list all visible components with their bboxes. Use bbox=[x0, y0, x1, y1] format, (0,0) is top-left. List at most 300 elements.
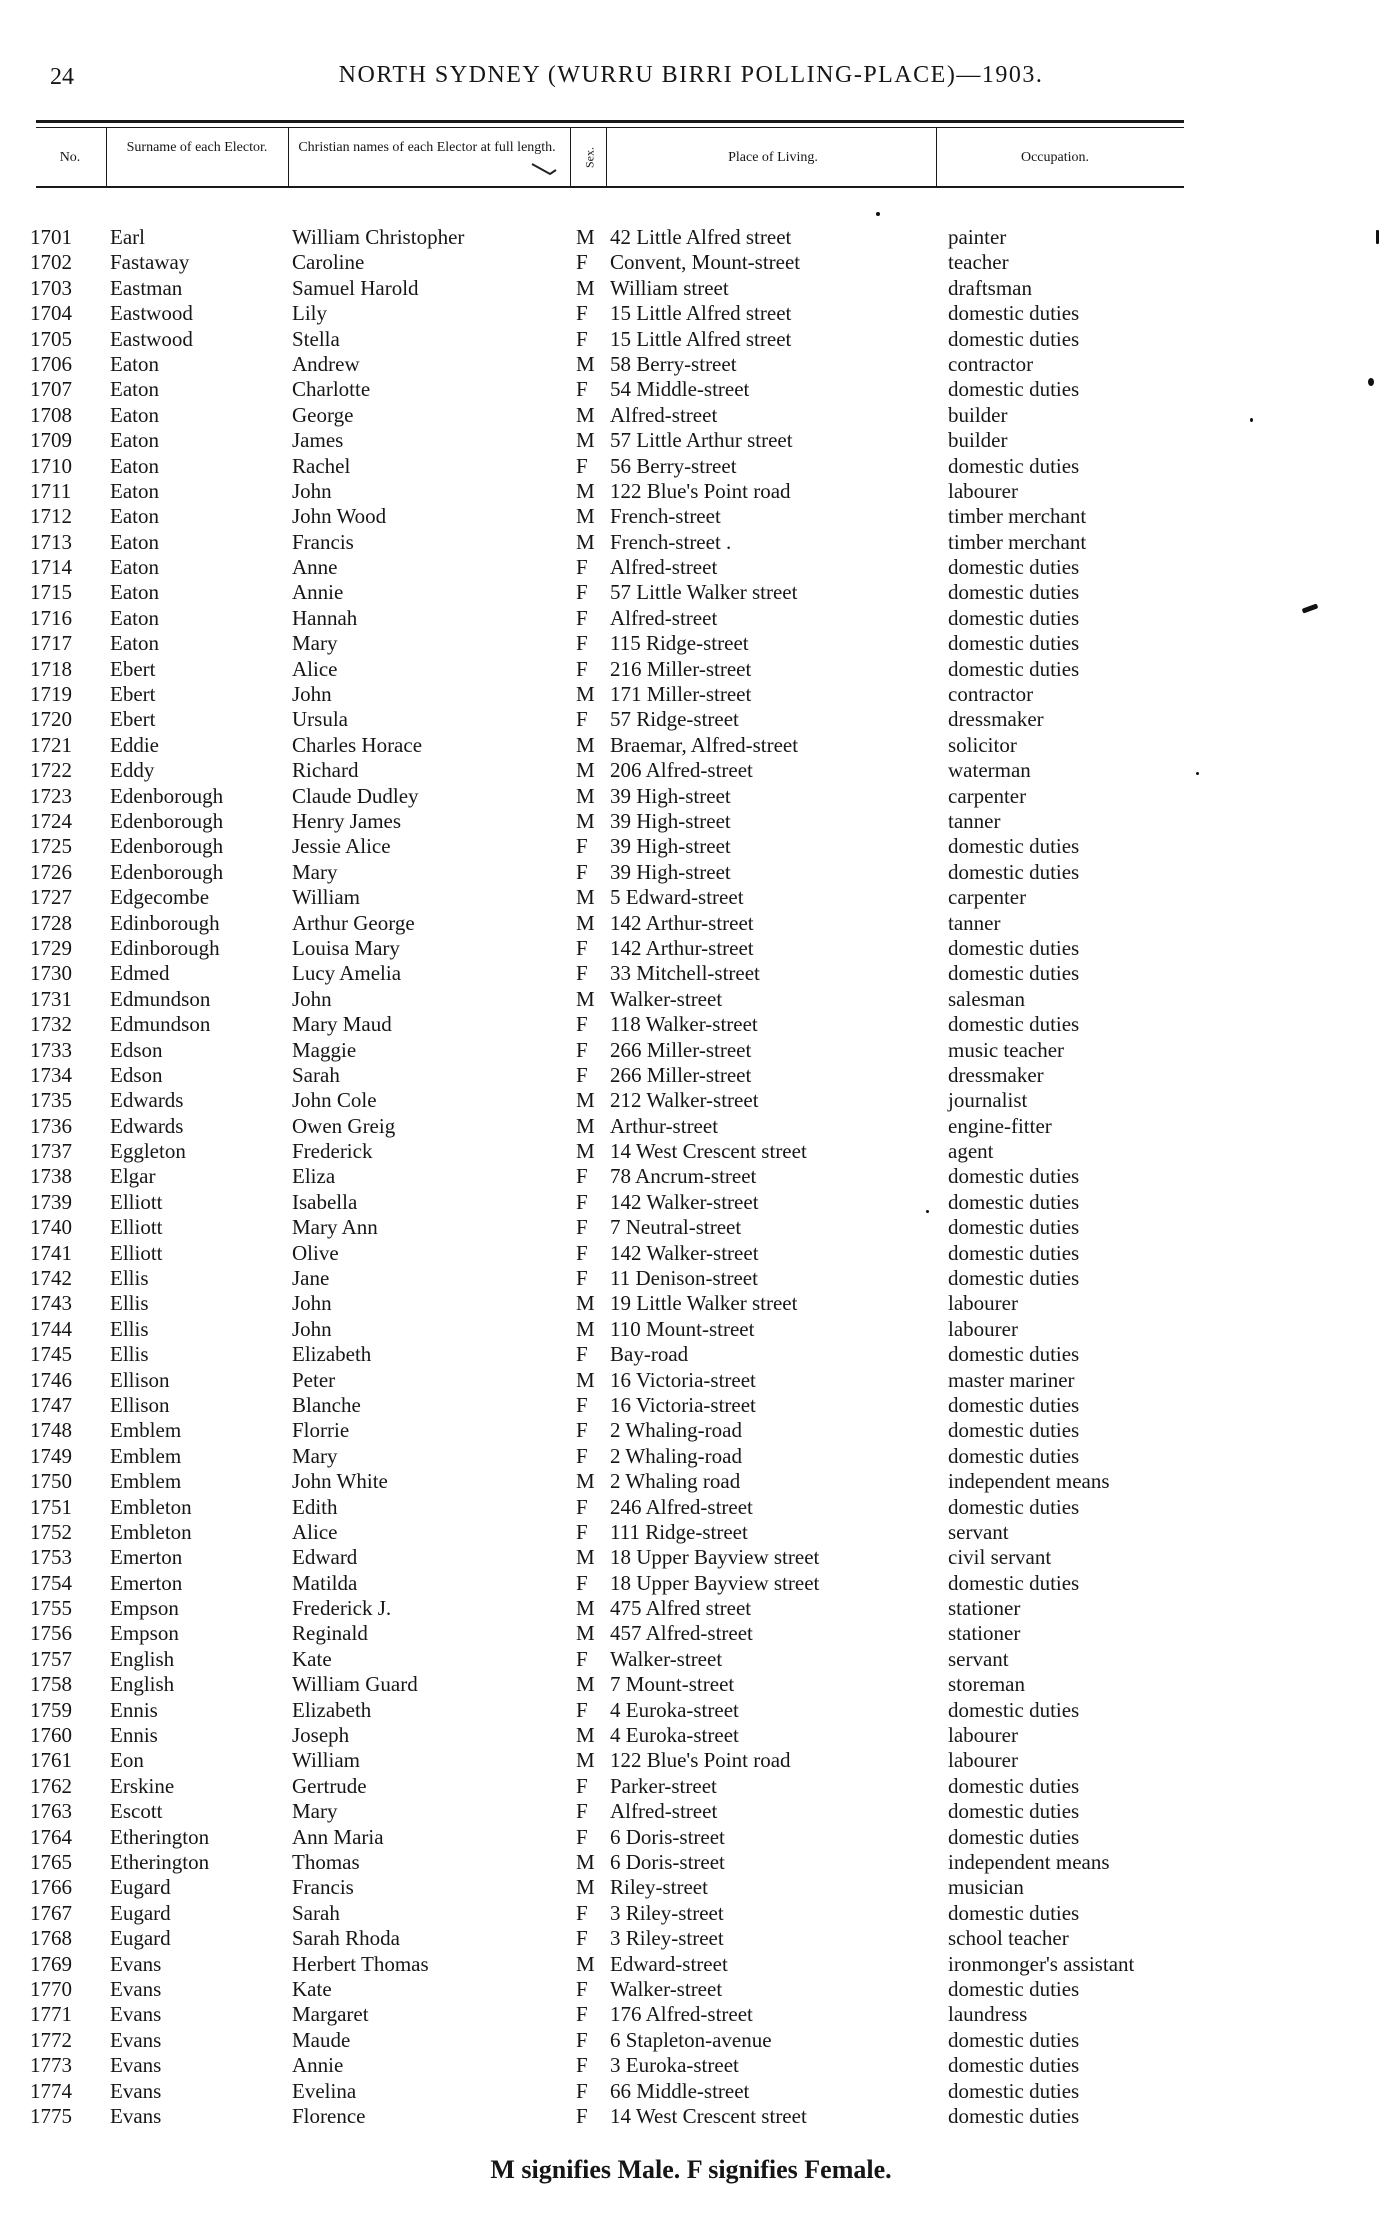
row-number: 1727 bbox=[30, 885, 72, 910]
surname: Etherington bbox=[110, 1824, 210, 1849]
occupation: domestic duties bbox=[948, 2103, 1080, 2128]
sex: F bbox=[576, 1342, 588, 1367]
place-of-living: 15 Little Alfred street bbox=[610, 301, 792, 326]
occupation: laundress bbox=[948, 2002, 1028, 2027]
row-number: 1733 bbox=[30, 1037, 72, 1062]
page-title: NORTH SYDNEY (WURRU BIRRI POLLING-PLACE)—1903. bbox=[338, 62, 1044, 88]
occupation: master mariner bbox=[948, 1367, 1075, 1392]
christian-names: Edith bbox=[292, 1494, 338, 1519]
surname: English bbox=[110, 1672, 175, 1697]
row-number: 1770 bbox=[30, 1976, 72, 2001]
surname: Ellis bbox=[110, 1316, 149, 1341]
place-of-living: William street bbox=[610, 275, 729, 300]
christian-names: Andrew bbox=[292, 351, 360, 376]
sex: M bbox=[576, 478, 595, 503]
place-of-living: 33 Mitchell-street bbox=[610, 961, 760, 986]
occupation: domestic duties bbox=[948, 2053, 1080, 2078]
row-number: 1754 bbox=[30, 1570, 72, 1595]
occupation: engine-fitter bbox=[948, 1113, 1052, 1138]
row-number: 1769 bbox=[30, 1951, 72, 1976]
occupation: domestic duties bbox=[948, 1342, 1080, 1367]
table-row bbox=[0, 758, 1382, 783]
sex: F bbox=[576, 555, 588, 580]
place-of-living: Convent, Mount-street bbox=[610, 250, 801, 275]
surname: Eugard bbox=[110, 1875, 171, 1900]
christian-names: Elizabeth bbox=[292, 1342, 372, 1367]
place-of-living: 7 Mount-street bbox=[610, 1672, 735, 1697]
row-number: 1773 bbox=[30, 2053, 72, 2078]
column-header-no: No. bbox=[59, 150, 81, 165]
surname: Elliott bbox=[110, 1189, 163, 1214]
sex: M bbox=[576, 910, 595, 935]
christian-names: Mary Ann bbox=[292, 1215, 378, 1240]
surname: Evans bbox=[110, 2027, 162, 2052]
sex: M bbox=[576, 732, 595, 757]
christian-names: Francis bbox=[292, 1875, 354, 1900]
table-row bbox=[0, 2079, 1382, 2104]
surname: Edinborough bbox=[110, 935, 220, 960]
sex-legend: M signifies Male. F signifies Female. bbox=[490, 2155, 892, 2184]
surname: Etherington bbox=[110, 1850, 210, 1874]
surname: Eaton bbox=[110, 631, 159, 656]
row-number: 1709 bbox=[30, 428, 72, 453]
christian-names: William Guard bbox=[292, 1672, 418, 1697]
sex: F bbox=[576, 1164, 588, 1189]
surname: Empson bbox=[110, 1596, 179, 1621]
row-number: 1771 bbox=[30, 2002, 72, 2027]
sex: F bbox=[576, 453, 588, 478]
column-header-occupation: Occupation. bbox=[1020, 150, 1090, 165]
sex: F bbox=[576, 326, 588, 351]
place-of-living: 18 Upper Bayview street bbox=[610, 1545, 820, 1570]
occupation: domestic duties bbox=[948, 1697, 1080, 1722]
place-of-living: 2 Whaling road bbox=[610, 1469, 741, 1494]
row-number: 1752 bbox=[30, 1519, 72, 1544]
row-number: 1775 bbox=[30, 2103, 72, 2128]
christian-names: Lucy Amelia bbox=[292, 961, 402, 986]
christian-names: John bbox=[292, 478, 332, 503]
sex: M bbox=[576, 1139, 595, 1164]
place-of-living: 266 Miller-street bbox=[610, 1062, 752, 1087]
sex: F bbox=[576, 301, 588, 326]
occupation: domestic duties bbox=[948, 377, 1080, 402]
sex: M bbox=[576, 1367, 595, 1392]
surname: Ellison bbox=[110, 1367, 170, 1392]
surname: Edson bbox=[110, 1062, 163, 1087]
surname: Edmundson bbox=[110, 986, 211, 1011]
column-header-sex bbox=[572, 138, 606, 178]
christian-names: Maude bbox=[292, 2027, 351, 2052]
sex: F bbox=[576, 1494, 588, 1519]
place-of-living: Parker-street bbox=[610, 1773, 717, 1798]
place-of-living: Walker-street bbox=[610, 1646, 723, 1671]
column-separator bbox=[570, 128, 571, 186]
place-of-living: Edward-street bbox=[610, 1951, 728, 1976]
table-row bbox=[0, 1571, 1382, 1596]
christian-names: Ann Maria bbox=[292, 1824, 384, 1849]
ink-speck bbox=[1368, 378, 1374, 386]
occupation: waterman bbox=[948, 758, 1031, 783]
occupation: salesman bbox=[948, 986, 1025, 1011]
sex: F bbox=[576, 859, 588, 884]
row-number: 1766 bbox=[30, 1875, 72, 1900]
sex: M bbox=[576, 351, 595, 376]
christian-names: Arthur George bbox=[292, 910, 415, 935]
row-number: 1745 bbox=[30, 1342, 72, 1367]
occupation: independent means bbox=[948, 1469, 1110, 1494]
place-of-living: 2 Whaling-road bbox=[610, 1418, 742, 1443]
sex: F bbox=[576, 834, 588, 859]
page-number: 24 bbox=[50, 64, 74, 90]
sex: M bbox=[576, 986, 595, 1011]
place-of-living: 39 High-street bbox=[610, 834, 731, 859]
surname: Ennis bbox=[110, 1723, 158, 1748]
table-row bbox=[0, 834, 1382, 859]
row-number: 1740 bbox=[30, 1215, 72, 1240]
occupation: domestic duties bbox=[948, 1240, 1080, 1265]
sex: F bbox=[576, 2002, 588, 2027]
place-of-living: 6 Stapleton-avenue bbox=[610, 2027, 772, 2052]
christian-names: Annie bbox=[292, 580, 344, 605]
table-row bbox=[0, 682, 1382, 707]
occupation: painter bbox=[948, 225, 1007, 249]
place-of-living: 7 Neutral-street bbox=[610, 1215, 742, 1240]
sex: F bbox=[576, 2078, 588, 2103]
row-number: 1718 bbox=[30, 656, 72, 681]
christian-names: Herbert Thomas bbox=[292, 1951, 429, 1976]
surname: Edwards bbox=[110, 1113, 184, 1138]
christian-names: Sarah bbox=[292, 1062, 340, 1087]
table-row bbox=[0, 1063, 1382, 1088]
table-row bbox=[0, 1774, 1382, 1799]
sex: F bbox=[576, 1519, 588, 1544]
table-row bbox=[0, 1596, 1382, 1621]
column-header-christian-names: Christian names of each Elector at full length. bbox=[298, 140, 556, 155]
place-of-living: 475 Alfred street bbox=[610, 1596, 752, 1621]
occupation: domestic duties bbox=[948, 1443, 1080, 1468]
sex: F bbox=[576, 1037, 588, 1062]
christian-names: Alice bbox=[292, 1519, 338, 1544]
surname: Evans bbox=[110, 1976, 162, 2001]
sex: F bbox=[576, 707, 588, 732]
sex: F bbox=[576, 1443, 588, 1468]
place-of-living: 212 Walker-street bbox=[610, 1088, 759, 1113]
place-of-living: 15 Little Alfred street bbox=[610, 326, 792, 351]
christian-names: Elizabeth bbox=[292, 1697, 372, 1722]
surname: Edwards bbox=[110, 1088, 184, 1113]
place-of-living: Alfred-street bbox=[610, 402, 718, 427]
christian-names: John Cole bbox=[292, 1088, 377, 1113]
column-header-sex-label: Sex. bbox=[582, 147, 597, 168]
sex: F bbox=[576, 2103, 588, 2128]
column-separator bbox=[106, 128, 107, 186]
occupation: domestic duties bbox=[948, 555, 1080, 580]
surname: Eugard bbox=[110, 1926, 171, 1951]
table-row bbox=[0, 1393, 1382, 1418]
table-row bbox=[0, 454, 1382, 479]
christian-names: Maggie bbox=[292, 1037, 357, 1062]
row-number: 1746 bbox=[30, 1367, 72, 1392]
occupation: civil servant bbox=[948, 1545, 1052, 1570]
sex: F bbox=[576, 1189, 588, 1214]
place-of-living: 176 Alfred-street bbox=[610, 2002, 753, 2027]
christian-names: Sarah bbox=[292, 1900, 340, 1925]
place-of-living: 6 Doris-street bbox=[610, 1850, 725, 1874]
place-of-living: 11 Denison-street bbox=[610, 1266, 758, 1291]
occupation: agent bbox=[948, 1139, 994, 1164]
occupation: dressmaker bbox=[948, 707, 1044, 732]
table-row bbox=[0, 1723, 1382, 1748]
column-header-place: Place of Living. bbox=[728, 150, 818, 165]
sex: F bbox=[576, 1418, 588, 1443]
occupation: domestic duties bbox=[948, 1215, 1080, 1240]
table-row bbox=[0, 1495, 1382, 1520]
place-of-living: 111 Ridge-street bbox=[610, 1519, 748, 1544]
sex: F bbox=[576, 1646, 588, 1671]
place-of-living: 246 Alfred-street bbox=[610, 1494, 753, 1519]
occupation: domestic duties bbox=[948, 834, 1080, 859]
surname: Evans bbox=[110, 2053, 162, 2078]
occupation: domestic duties bbox=[948, 2078, 1080, 2103]
place-of-living: 118 Walker-street bbox=[610, 1012, 758, 1037]
place-of-living: Arthur-street bbox=[610, 1113, 719, 1138]
sex: F bbox=[576, 1062, 588, 1087]
sex: F bbox=[576, 1570, 588, 1595]
surname: Evans bbox=[110, 1951, 162, 1976]
sex: M bbox=[576, 402, 595, 427]
occupation: tanner bbox=[948, 910, 1001, 935]
row-number: 1713 bbox=[30, 529, 72, 554]
row-number: 1710 bbox=[30, 453, 72, 478]
row-number: 1764 bbox=[30, 1824, 72, 1849]
christian-names: John bbox=[292, 1316, 332, 1341]
christian-names: Ursula bbox=[292, 707, 348, 732]
sex: F bbox=[576, 656, 588, 681]
row-number: 1774 bbox=[30, 2078, 72, 2103]
occupation: solicitor bbox=[948, 732, 1017, 757]
surname: Evans bbox=[110, 2103, 162, 2128]
occupation: tanner bbox=[948, 808, 1001, 833]
place-of-living: 142 Arthur-street bbox=[610, 910, 754, 935]
surname: Emblem bbox=[110, 1418, 182, 1443]
christian-names: James bbox=[292, 428, 344, 453]
row-number: 1711 bbox=[30, 478, 72, 503]
christian-names: Kate bbox=[292, 1976, 332, 2001]
table-row bbox=[0, 504, 1382, 529]
sex: M bbox=[576, 808, 595, 833]
occupation: music teacher bbox=[948, 1037, 1065, 1062]
surname: Eaton bbox=[110, 428, 159, 453]
occupation: domestic duties bbox=[948, 859, 1080, 884]
row-number: 1702 bbox=[30, 250, 72, 275]
surname: Fastaway bbox=[110, 250, 190, 275]
occupation: contractor bbox=[948, 351, 1034, 376]
place-of-living: French-street bbox=[610, 504, 721, 529]
christian-names: Mary bbox=[292, 1799, 338, 1824]
christian-names: Alice bbox=[292, 656, 338, 681]
sex: M bbox=[576, 428, 595, 453]
row-number: 1735 bbox=[30, 1088, 72, 1113]
row-number: 1747 bbox=[30, 1392, 72, 1417]
row-number: 1730 bbox=[30, 961, 72, 986]
table-row bbox=[0, 580, 1382, 605]
christian-names: Annie bbox=[292, 2053, 344, 2078]
christian-names: John bbox=[292, 682, 332, 707]
occupation: domestic duties bbox=[948, 1012, 1080, 1037]
christian-names: Richard bbox=[292, 758, 359, 783]
place-of-living: 3 Euroka-street bbox=[610, 2053, 739, 2078]
occupation: storeman bbox=[948, 1672, 1025, 1697]
table-row bbox=[0, 1977, 1382, 2002]
occupation: domestic duties bbox=[948, 1570, 1080, 1595]
sex: M bbox=[576, 275, 595, 300]
sex: M bbox=[576, 1469, 595, 1494]
surname: Eggleton bbox=[110, 1139, 186, 1164]
christian-names: Rachel bbox=[292, 453, 351, 478]
christian-names: William bbox=[292, 1748, 360, 1773]
place-of-living: Alfred-street bbox=[610, 555, 718, 580]
place-of-living: 56 Berry-street bbox=[610, 453, 737, 478]
surname: Ellis bbox=[110, 1266, 149, 1291]
occupation: builder bbox=[948, 402, 1008, 427]
table-row bbox=[0, 1901, 1382, 1926]
table-row bbox=[0, 1469, 1382, 1494]
ink-speck bbox=[1250, 418, 1253, 422]
christian-names: Blanche bbox=[292, 1392, 361, 1417]
occupation: labourer bbox=[948, 1291, 1018, 1316]
occupation: journalist bbox=[948, 1088, 1028, 1113]
surname: Escott bbox=[110, 1799, 163, 1824]
sex: F bbox=[576, 1926, 588, 1951]
occupation: domestic duties bbox=[948, 1392, 1080, 1417]
occupation: ironmonger's assistant bbox=[948, 1951, 1135, 1976]
row-number: 1719 bbox=[30, 682, 72, 707]
row-number: 1760 bbox=[30, 1723, 72, 1748]
row-number: 1706 bbox=[30, 351, 72, 376]
table-row bbox=[0, 1520, 1382, 1545]
ink-speck bbox=[926, 1210, 929, 1213]
place-of-living: 57 Little Walker street bbox=[610, 580, 798, 605]
surname: Eugard bbox=[110, 1900, 171, 1925]
row-number: 1757 bbox=[30, 1646, 72, 1671]
row-number: 1755 bbox=[30, 1596, 72, 1621]
row-number: 1759 bbox=[30, 1697, 72, 1722]
row-number: 1768 bbox=[30, 1926, 72, 1951]
surname: Edenborough bbox=[110, 834, 224, 859]
table-row bbox=[0, 1088, 1382, 1113]
table-row bbox=[0, 428, 1382, 453]
surname: Eddy bbox=[110, 758, 155, 783]
table-row bbox=[0, 1342, 1382, 1367]
surname: Eaton bbox=[110, 377, 159, 402]
occupation: domestic duties bbox=[948, 631, 1080, 656]
sex: M bbox=[576, 1875, 595, 1900]
table-row bbox=[0, 1038, 1382, 1063]
place-of-living: 4 Euroka-street bbox=[610, 1697, 739, 1722]
surname: Eddie bbox=[110, 732, 159, 757]
place-of-living: 2 Whaling-road bbox=[610, 1443, 742, 1468]
sex: M bbox=[576, 225, 595, 249]
sex: F bbox=[576, 1824, 588, 1849]
place-of-living: 122 Blue's Point road bbox=[610, 1748, 791, 1773]
place-of-living: 58 Berry-street bbox=[610, 351, 737, 376]
occupation: domestic duties bbox=[948, 1900, 1080, 1925]
sex: F bbox=[576, 580, 588, 605]
ink-speck bbox=[1196, 772, 1199, 775]
sex: M bbox=[576, 1850, 595, 1874]
christian-names: Margaret bbox=[292, 2002, 369, 2027]
christian-names: Florence bbox=[292, 2103, 366, 2128]
table-row bbox=[0, 1241, 1382, 1266]
occupation: domestic duties bbox=[948, 935, 1080, 960]
table-row bbox=[0, 1418, 1382, 1443]
occupation: carpenter bbox=[948, 783, 1027, 808]
sex: M bbox=[576, 1951, 595, 1976]
row-number: 1756 bbox=[30, 1621, 72, 1646]
row-number: 1726 bbox=[30, 859, 72, 884]
table-row bbox=[0, 733, 1382, 758]
occupation: domestic duties bbox=[948, 1266, 1080, 1291]
christian-names: Stella bbox=[292, 326, 340, 351]
table-row bbox=[0, 936, 1382, 961]
place-of-living: 42 Little Alfred street bbox=[610, 225, 792, 249]
ink-speck bbox=[876, 212, 880, 216]
place-of-living: 39 High-street bbox=[610, 808, 731, 833]
row-number: 1736 bbox=[30, 1113, 72, 1138]
table-row bbox=[0, 403, 1382, 428]
column-header-surname: Surname of each Elector. bbox=[126, 140, 268, 155]
surname: Ennis bbox=[110, 1697, 158, 1722]
christian-names: Gertrude bbox=[292, 1773, 367, 1798]
row-number: 1748 bbox=[30, 1418, 72, 1443]
table-row bbox=[0, 707, 1382, 732]
place-of-living: 16 Victoria-street bbox=[610, 1367, 756, 1392]
table-row bbox=[0, 250, 1382, 275]
christian-names: Mary bbox=[292, 1443, 338, 1468]
row-number: 1761 bbox=[30, 1748, 72, 1773]
table-row bbox=[0, 1444, 1382, 1469]
row-number: 1762 bbox=[30, 1773, 72, 1798]
sex: F bbox=[576, 2053, 588, 2078]
place-of-living: 206 Alfred-street bbox=[610, 758, 753, 783]
occupation: labourer bbox=[948, 1748, 1018, 1773]
sex: F bbox=[576, 1392, 588, 1417]
sex: M bbox=[576, 885, 595, 910]
table-row bbox=[0, 961, 1382, 986]
row-number: 1753 bbox=[30, 1545, 72, 1570]
christian-names: Frederick J. bbox=[292, 1596, 392, 1621]
sex: F bbox=[576, 935, 588, 960]
table-row bbox=[0, 301, 1382, 326]
row-number: 1712 bbox=[30, 504, 72, 529]
christian-names: Samuel Harold bbox=[292, 275, 419, 300]
occupation: domestic duties bbox=[948, 1189, 1080, 1214]
christian-names: Jessie Alice bbox=[292, 834, 391, 859]
christian-names: Charlotte bbox=[292, 377, 371, 402]
sex: M bbox=[576, 504, 595, 529]
row-number: 1720 bbox=[30, 707, 72, 732]
row-number: 1749 bbox=[30, 1443, 72, 1468]
place-of-living: Walker-street bbox=[610, 986, 723, 1011]
occupation: domestic duties bbox=[948, 1824, 1080, 1849]
table-row bbox=[0, 1164, 1382, 1189]
surname: Eaton bbox=[110, 605, 159, 630]
christian-names: John bbox=[292, 1291, 332, 1316]
christian-names: Isabella bbox=[292, 1189, 358, 1214]
surname: Edenborough bbox=[110, 859, 224, 884]
row-number: 1721 bbox=[30, 732, 72, 757]
table-row bbox=[0, 1012, 1382, 1037]
